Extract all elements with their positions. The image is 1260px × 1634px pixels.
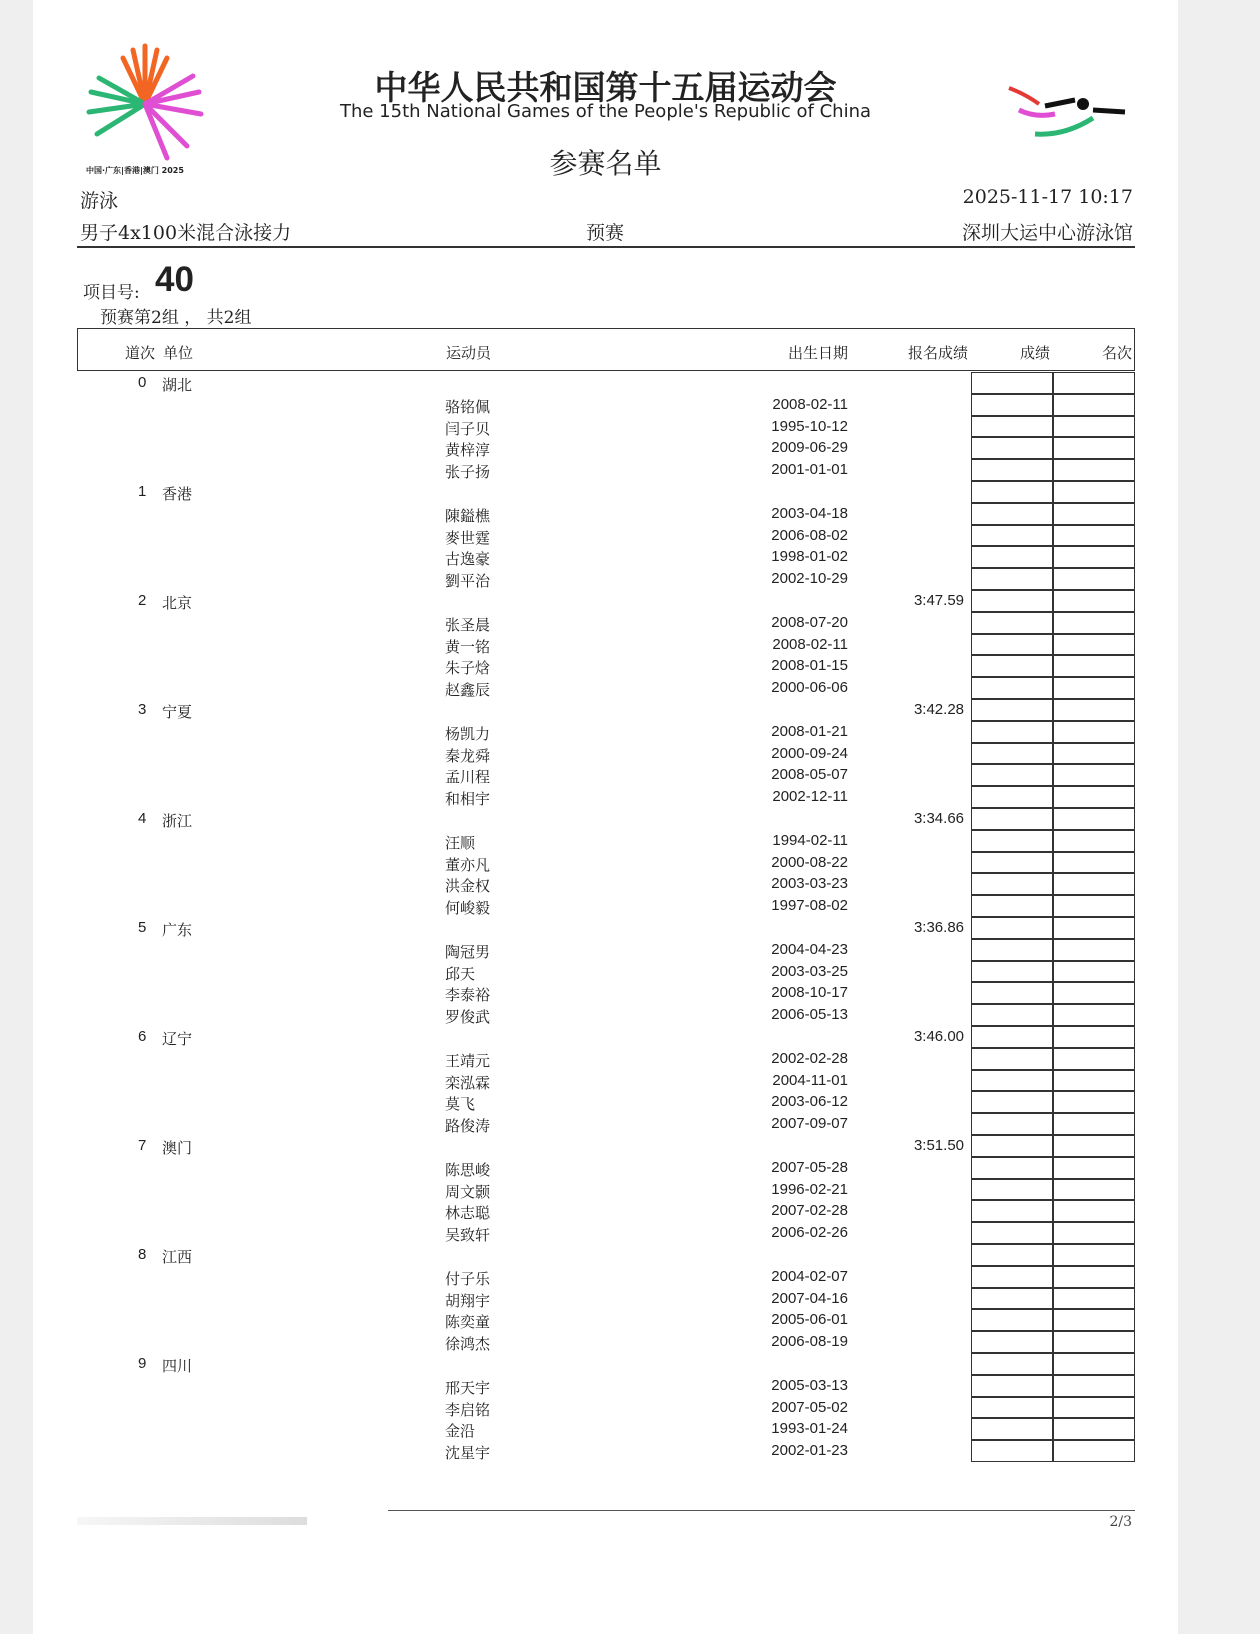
result-cell [971,1113,1053,1135]
birth-date: 2008-07-20 [771,613,848,631]
team-row [33,699,1178,721]
team-name: 澳门 [162,1140,193,1157]
entry-time: 3:34.66 [913,810,964,827]
lane: 8 [138,1246,147,1263]
result-cell [971,961,1053,983]
athlete-name: 杨凯力 [445,725,491,743]
athlete-name: 麥世霆 [445,529,491,547]
birth-date: 1994-02-11 [772,831,848,849]
team-row [33,1244,1178,1266]
athlete-name: 陶冠男 [445,943,491,961]
rank-cell [1053,546,1135,568]
rank-cell [1053,612,1135,634]
team-row [33,1026,1178,1048]
athlete-name: 朱子焓 [445,660,491,678]
rank-cell [1053,961,1135,983]
birth-date: 2003-03-23 [771,875,848,893]
birth-date: 2002-01-23 [771,1442,848,1460]
entry-time: 3:42.28 [913,701,964,718]
result-cell [971,481,1053,503]
result-cell [971,873,1053,895]
birth-date: 2002-02-28 [771,1049,848,1067]
result-cell [971,1440,1053,1462]
athlete-name: 罗俊武 [445,1009,491,1027]
team-row [33,1135,1178,1157]
venue: 深圳大运中心游泳馆 [961,222,1133,244]
rank-cell [1053,437,1135,459]
rank-cell [1053,852,1135,874]
athlete-name: 张子扬 [445,464,491,482]
result-cell [971,939,1053,961]
result-cell [971,590,1053,612]
rank-cell [1053,634,1135,656]
athlete-name: 闫子贝 [445,420,491,438]
rank-cell [1053,1070,1135,1092]
athlete-row [33,1397,1178,1419]
rank-cell [1053,764,1135,786]
athlete-row [33,961,1178,983]
athlete-row [33,1048,1178,1070]
result-cell [971,1244,1053,1266]
athlete-name: 栾泓霖 [445,1074,491,1092]
team-row [33,917,1178,939]
birth-date: 2005-06-01 [771,1311,848,1329]
athlete-row [33,1179,1178,1201]
birth-date: 2001-01-01 [771,461,848,479]
birth-date: 2007-05-28 [771,1158,848,1176]
rank-cell [1053,721,1135,743]
sport: 游泳 [80,190,119,212]
result-cell [971,1048,1053,1070]
result-cell [971,1135,1053,1157]
birth-date: 2006-08-02 [771,526,848,544]
rank-cell [1053,1244,1135,1266]
athlete-row [33,1113,1178,1135]
birth-date: 1995-10-12 [771,417,848,435]
birth-date: 2005-03-13 [771,1376,848,1394]
birth-date: 2000-06-06 [771,679,848,697]
rank-cell [1053,1331,1135,1353]
athlete-row [33,568,1178,590]
birth-date: 2002-10-29 [771,570,848,588]
lane: 1 [138,483,147,500]
rank-cell [1053,1048,1135,1070]
athlete-row [33,1004,1178,1026]
entry-time: 3:47.59 [913,592,964,609]
athlete-name: 骆铭佩 [445,398,491,416]
col-rank: 名次 [1102,344,1133,362]
athlete-name: 吴致轩 [445,1227,491,1245]
rank-cell [1053,1135,1135,1157]
athlete-row [33,743,1178,765]
athlete-row [33,546,1178,568]
col-entry: 报名成绩 [908,344,969,362]
rank-cell [1053,568,1135,590]
team-name: 浙江 [162,813,193,830]
athlete-row [33,677,1178,699]
rank-cell [1053,808,1135,830]
athlete-row [33,1200,1178,1222]
result-cell [971,1200,1053,1222]
result-cell [971,1418,1053,1440]
result-cell [971,1353,1053,1375]
athlete-name: 周文颢 [445,1183,491,1201]
birth-date: 2007-05-02 [771,1398,848,1416]
event-no-label: 项目号: [83,283,140,303]
athlete-name: 陈奕童 [445,1314,491,1332]
result-cell [971,721,1053,743]
birth-date: 2007-02-28 [771,1202,848,1220]
athlete-row [33,895,1178,917]
document-title: 参赛名单 [549,147,662,180]
athlete-name: 李泰裕 [445,987,491,1005]
birth-date: 2006-02-26 [771,1224,848,1242]
rank-cell [1053,873,1135,895]
result-cell [971,437,1053,459]
result-cell [971,677,1053,699]
result-cell [971,743,1053,765]
athlete-name: 胡翔宇 [445,1292,491,1310]
table-header [77,328,1135,371]
result-cell [971,1179,1053,1201]
result-cell [971,1331,1053,1353]
athlete-row [33,612,1178,634]
col-dob: 出生日期 [788,344,849,362]
athlete-row [33,1375,1178,1397]
athlete-row [33,1309,1178,1331]
athlete-row [33,1091,1178,1113]
result-cell [971,612,1053,634]
entry-time: 3:51.50 [913,1137,964,1154]
athlete-row [33,525,1178,547]
games-title-cn: 中华人民共和国第十五届运动会 [374,68,837,107]
rank-cell [1053,1353,1135,1375]
athlete-name: 金沿 [445,1423,476,1441]
result-cell [971,568,1053,590]
birth-date: 2000-08-22 [771,853,848,871]
result-cell [971,546,1053,568]
result-cell [971,786,1053,808]
rank-cell [1053,1222,1135,1244]
athlete-name: 邱天 [445,965,476,983]
col-unit: 单位 [163,344,194,362]
athlete-row [33,437,1178,459]
lane: 7 [138,1137,147,1154]
lane: 5 [138,919,147,936]
result-cell [971,655,1053,677]
birth-date: 2004-11-01 [772,1071,848,1089]
entry-time: 3:36.86 [913,919,964,936]
birth-date: 1997-08-02 [771,897,848,915]
rank-cell [1053,743,1135,765]
rank-cell [1053,1004,1135,1026]
divider [77,246,1135,248]
team-name: 湖北 [162,377,193,394]
team-name: 四川 [162,1358,193,1375]
rank-cell [1053,481,1135,503]
birth-date: 1993-01-24 [771,1420,848,1438]
result-cell [971,699,1053,721]
result-cell [971,1397,1053,1419]
entry-time: 3:46.00 [913,1028,964,1045]
birth-date: 2007-04-16 [771,1289,848,1307]
athlete-name: 秦龙舜 [445,747,491,765]
result-cell [971,1309,1053,1331]
result-cell [971,895,1053,917]
athlete-name: 林志聪 [445,1205,491,1223]
rank-cell [1053,459,1135,481]
birth-date: 2006-05-13 [771,1006,848,1024]
result-cell [971,1222,1053,1244]
athlete-name: 古逸豪 [445,551,491,569]
athlete-name: 和相宇 [445,791,491,809]
result-cell [971,394,1053,416]
rank-cell [1053,1113,1135,1135]
svg-text:中国·广东|香港|澳门 2025: 中国·广东|香港|澳门 2025 [86,166,184,175]
athlete-name: 付子乐 [445,1270,491,1288]
birth-date: 2006-08-19 [771,1333,848,1351]
rank-cell [1053,982,1135,1004]
athlete-name: 路俊涛 [445,1118,491,1136]
athlete-row [33,852,1178,874]
rank-cell [1053,830,1135,852]
athlete-row [33,982,1178,1004]
team-name: 香港 [162,486,193,503]
rank-cell [1053,677,1135,699]
col-lane: 道次 [125,344,156,362]
result-cell [971,830,1053,852]
birth-date: 2000-09-24 [771,744,848,762]
team-name: 宁夏 [162,704,193,721]
birth-date: 2008-05-07 [771,766,848,784]
rank-cell [1053,1157,1135,1179]
athlete-name: 何峻毅 [445,900,491,918]
rank-cell [1053,525,1135,547]
rank-cell [1053,655,1135,677]
athlete-row [33,503,1178,525]
rank-cell [1053,1397,1135,1419]
athlete-row [33,873,1178,895]
result-cell [971,459,1053,481]
athlete-name: 徐鸿杰 [445,1336,491,1354]
athlete-name: 张圣晨 [445,616,491,634]
athlete-row [33,1288,1178,1310]
athlete-row [33,459,1178,481]
result-cell [971,525,1053,547]
athlete-name: 陈思峻 [445,1161,491,1179]
result-cell [971,808,1053,830]
rank-cell [1053,1179,1135,1201]
rank-cell [1053,939,1135,961]
rank-cell [1053,1375,1135,1397]
footer-mark [77,1517,307,1525]
rank-cell [1053,1309,1135,1331]
result-cell [971,1157,1053,1179]
team-row [33,372,1178,394]
birth-date: 2002-12-11 [772,788,848,806]
athlete-name: 陳鎰樵 [445,507,491,525]
athlete-row [33,416,1178,438]
document-page [33,0,1178,1634]
col-result: 成绩 [1020,344,1051,362]
result-cell [971,1070,1053,1092]
athlete-row [33,786,1178,808]
team-row [33,1353,1178,1375]
birth-date: 2009-06-29 [771,439,848,457]
lane: 2 [138,592,147,609]
rank-cell [1053,1440,1135,1462]
result-cell [971,1266,1053,1288]
result-cell [971,1288,1053,1310]
athlete-name: 汪顺 [445,834,476,852]
team-row [33,590,1178,612]
birth-date: 2003-04-18 [771,504,848,522]
birth-date: 1998-01-02 [771,548,848,566]
athlete-row [33,1440,1178,1462]
page-number: 2/3 [1109,1514,1132,1530]
rank-cell [1053,503,1135,525]
col-athlete: 运动员 [446,344,492,362]
result-cell [971,372,1053,394]
rank-cell [1053,1418,1135,1440]
rank-cell [1053,895,1135,917]
event-no: 40 [155,260,194,299]
result-cell [971,764,1053,786]
lane: 0 [138,374,147,391]
athlete-name: 赵鑫辰 [445,682,491,700]
datetime: 2025-11-17 10:17 [962,186,1133,208]
athlete-row [33,721,1178,743]
rank-cell [1053,1288,1135,1310]
birth-date: 2004-02-07 [771,1267,848,1285]
event-name: 男子4x100米混合泳接力 [80,222,292,244]
rank-cell [1053,590,1135,612]
rank-cell [1053,1091,1135,1113]
athlete-name: 邢天宇 [445,1379,491,1397]
footer-divider [388,1510,1135,1511]
lane: 3 [138,701,147,718]
athlete-name: 董亦凡 [445,856,491,874]
lane: 4 [138,810,147,827]
rank-cell [1053,416,1135,438]
athlete-name: 李启铭 [445,1401,491,1419]
team-row [33,481,1178,503]
birth-date: 2007-09-07 [771,1115,848,1133]
result-cell [971,416,1053,438]
result-cell [971,1026,1053,1048]
rank-cell [1053,786,1135,808]
athlete-row [33,764,1178,786]
birth-date: 2008-10-17 [771,984,848,1002]
phase: 预赛 [586,222,625,244]
result-cell [971,852,1053,874]
team-name: 辽宁 [162,1031,193,1048]
team-row [33,808,1178,830]
result-cell [971,1091,1053,1113]
team-name: 江西 [162,1249,193,1266]
athlete-row [33,655,1178,677]
rank-cell [1053,1200,1135,1222]
rank-cell [1053,1026,1135,1048]
lane: 9 [138,1355,147,1372]
games-title-en: The 15th National Games of the People's Republic of China [339,101,872,122]
birth-date: 2003-03-25 [771,962,848,980]
birth-date: 2003-06-12 [771,1093,848,1111]
birth-date: 2008-01-21 [771,722,848,740]
result-cell [971,917,1053,939]
birth-date: 1996-02-21 [771,1180,848,1198]
athlete-row [33,1070,1178,1092]
rank-cell [1053,917,1135,939]
athlete-name: 劉平治 [445,573,491,591]
athlete-row [33,1157,1178,1179]
athlete-name: 沈星宇 [445,1445,491,1463]
athlete-name: 黄梓淳 [445,442,491,460]
birth-date: 2008-02-11 [772,395,848,413]
athlete-name: 王靖元 [445,1052,491,1070]
athlete-name: 洪金权 [445,878,491,896]
result-cell [971,634,1053,656]
birth-date: 2008-01-15 [771,657,848,675]
athlete-row [33,1418,1178,1440]
result-cell [971,982,1053,1004]
team-name: 北京 [162,595,193,612]
athlete-name: 黄一铭 [445,638,491,656]
athlete-row [33,1222,1178,1244]
athlete-name: 莫飞 [445,1096,476,1114]
birth-date: 2008-02-11 [772,635,848,653]
result-cell [971,503,1053,525]
athlete-row [33,1331,1178,1353]
athlete-name: 孟川程 [445,769,491,787]
athlete-row [33,1266,1178,1288]
heat-info: 预赛第2组 ， 共2组 [100,308,252,328]
athlete-row [33,939,1178,961]
athlete-row [33,634,1178,656]
team-name: 广东 [162,922,193,939]
rank-cell [1053,1266,1135,1288]
lane: 6 [138,1028,147,1045]
rank-cell [1053,394,1135,416]
athlete-row [33,394,1178,416]
rank-cell [1053,699,1135,721]
birth-date: 2004-04-23 [771,940,848,958]
athlete-row [33,830,1178,852]
rank-cell [1053,372,1135,394]
result-cell [971,1375,1053,1397]
result-cell [971,1004,1053,1026]
